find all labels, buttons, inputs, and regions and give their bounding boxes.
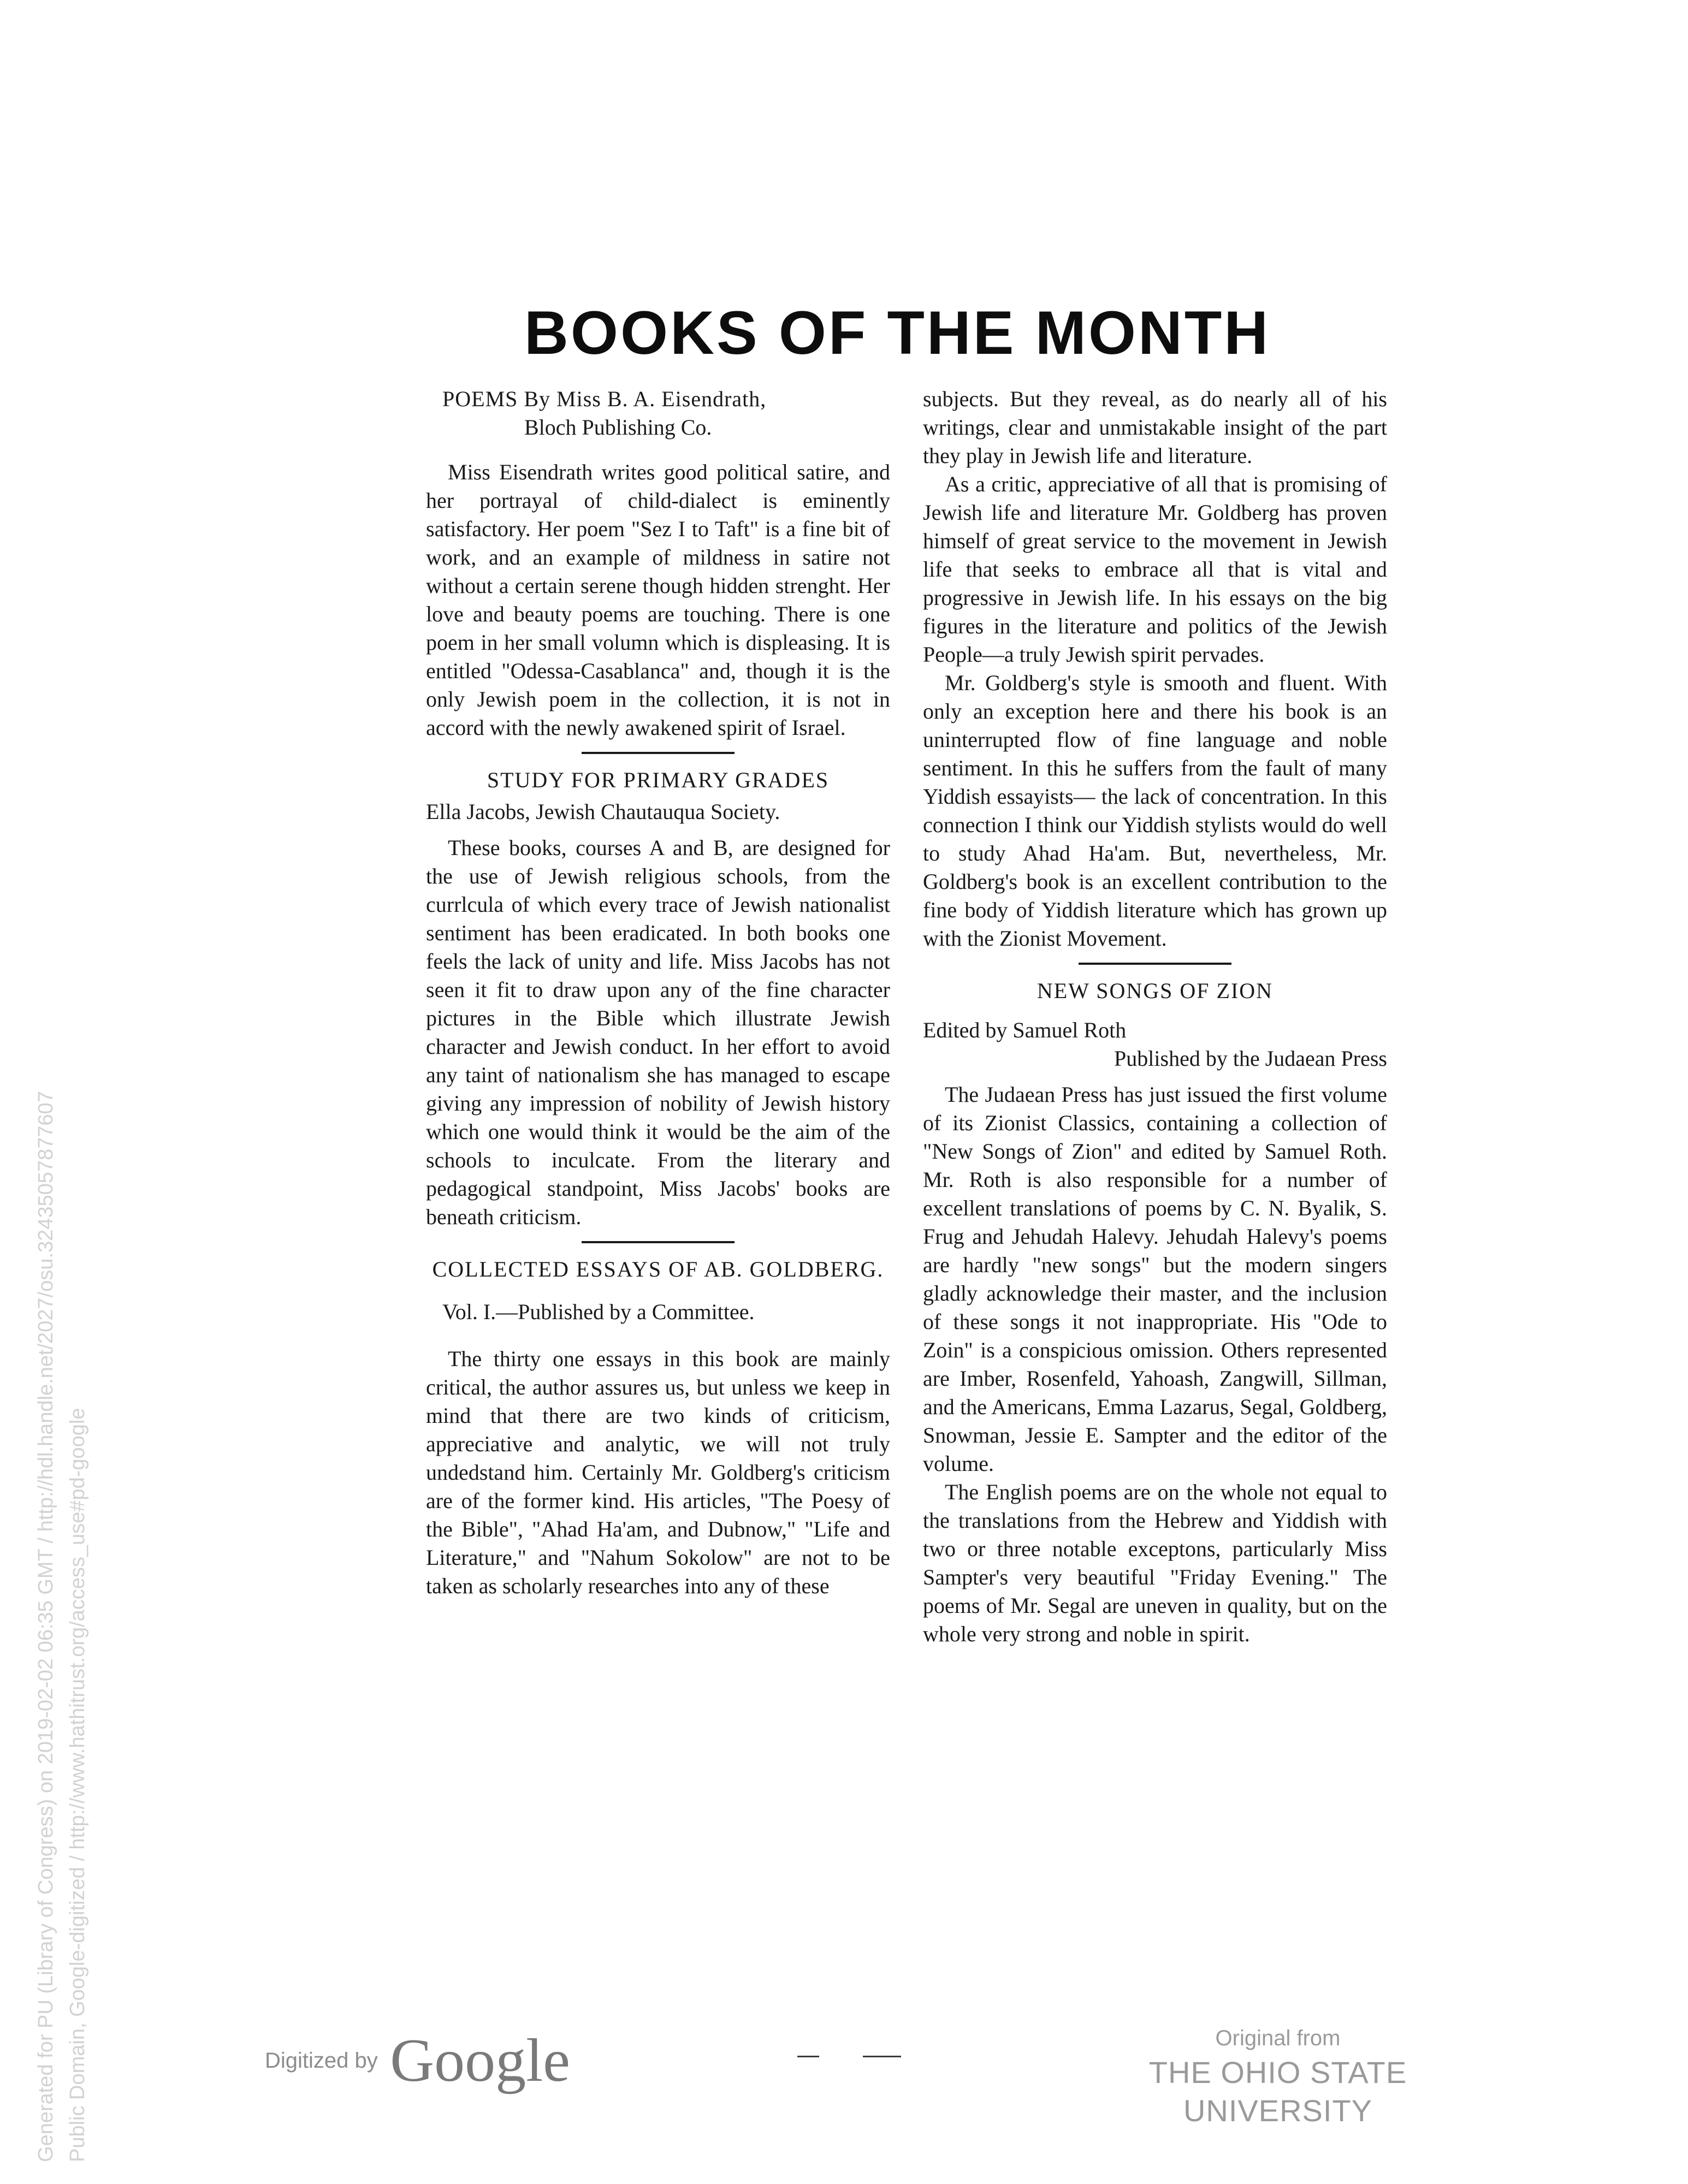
page-title: BOOKS OF THE MONTH [524, 299, 1271, 367]
section-divider [582, 1241, 735, 1243]
watermark-line-2: Public Domain, Google-digitized / http://www.hathitrust.org/access_use#pd-google [66, 1408, 89, 2162]
review-primary-grades-author: Ella Jacobs, Jewish Chautauqua Society. [426, 799, 780, 824]
digitized-by-google [265, 2026, 570, 2096]
review-goldberg-volume: Vol. I.—Published by a Committee. [442, 1299, 755, 1324]
section-divider [1079, 963, 1231, 965]
university-name: THE OHIO STATE UNIVERSITY [1148, 2055, 1407, 2128]
review-goldberg-paragraph: As a critic, appreciative of all that is promising of Jewish life and literature Mr. Goldberg has proven himself of great service to the movement in Jewish life that seeks to embrace all that is vital and progressive in Jewish life. In his essays on the big figures in the literature and politics of the Jewish People—a truly Jewish spirit pervades. [923, 472, 1387, 667]
review-zion-paragraph: The English poems are on the whole not equal to the translations from the Hebrew and Yiddish with two or three notable exceptons, particularly Miss Sampter's very beautiful "Friday Evening." The poems of Mr. Segal are uneven in quality, but on the whole very strong and noble in spirit. [923, 1480, 1387, 1646]
google-logo: Google [390, 2027, 570, 2094]
review-goldberg-paragraph: Mr. Goldberg's style is smooth and fluent. With only an exception here and there his book is an uninterrupted flow of fine language and noble sentiment. In this he suffers from the fault of many Yiddish essayists— the lack of concentration. In this connection I think our Yiddish stylists would do well to study Ahad Ha'am. But, nevertheless, Mr. Goldberg's book is an excellent contribution to the fine body of Yiddish literature which has grown up with the Zionist Movement. [923, 670, 1387, 951]
review-zion-publisher: Published by the Judaean Press [1114, 1046, 1387, 1071]
review-poems-heading: POEMS By Miss B. A. Eisendrath, [442, 387, 767, 411]
review-poems-publisher: Bloch Publishing Co. [524, 415, 712, 440]
review-goldberg-paragraph: subjects. But they reveal, as do nearly all of his writings, clear and unmistakable insight of the part they play in Jewish life and literature. [923, 387, 1387, 468]
review-poems-paragraph: Miss Eisendrath writes good political satire, and her portrayal of child-dialect is eminently satisfactory. Her poem "Sez I to Taft" is a fine bit of work, and an example of mildness in satire not without a certain serene though hidden strenght. Her love and beauty poems are touching. There is one poem in her small volumn which is displeasing. It is entitled "Odessa-Casablanca" and, though it is the only Jewish poem in the collection, it is not in accord with the newly awakened spirit of Israel. [426, 460, 890, 740]
footer-dash [863, 2056, 901, 2057]
digitized-by-label: Digitized by [265, 2049, 378, 2073]
review-zion-heading: NEW SONGS OF ZION [1037, 978, 1274, 1003]
review-primary-grades-paragraph: These books, courses A and B, are designed for the use of Jewish religious schools, from the currlcula of which every trace of Jewish nationalist sentiment has been eradicated. In both books one feels the lack of unity and life. Miss Jacobs has not seen it fit to draw upon any of the fine character pictures in the Bible which illustrate Jewish character and Jewish conduct. In her effort to avoid any taint of nationalism she has managed to escape giving any impression of nobility of Jewish history which one would think it would be the aim of the schools to inculcate. From the literary and pedagogical standpoint, Miss Jacobs' books are beneath criticism. [426, 835, 890, 1229]
review-goldberg-heading: COLLECTED ESSAYS OF AB. GOLDBERG. [432, 1257, 884, 1281]
review-zion-paragraph: The Judaean Press has just issued the first volume of its Zionist Classics, containing a collection of "New Songs of Zion" and edited by Samuel Roth. Mr. Roth is also responsible for a number of excellent translations of poems by C. N. Byalik, S. Frug and Jehudah Halevy. Jehudah Halevy's poems are hardly "new songs" but the modern singers gladly acknowledge their master, and the inclusion of these songs it not inappropriate. His "Ode to Zoin" is a conspicious omission. Others represented are Imber, Rosenfeld, Yahoash, Zangwill, Sillman, and the Americans, Emma Lazarus, Segal, Goldberg, Snowman, Jessie E. Sampter and the editor of the volume. [923, 1082, 1387, 1476]
hathitrust-watermark [30, 1091, 93, 2162]
review-goldberg-paragraph: The thirty one essays in this book are mainly critical, the author assures us, but unless we keep in mind that there are two kinds of criticism, appreciative and analytic, we will not truly undedstand him. Certainly Mr. Goldberg's criticism are of the former kind. His articles, "The Poesy of the Bible", "Ahad Ha'am, and Dubnow," "Life and Literature," and "Nahum Sokolow" are not to be taken as scholarly researches into any of these [426, 1346, 890, 1598]
right-column [923, 385, 1387, 1648]
section-divider [582, 752, 735, 754]
left-column [426, 385, 890, 1600]
original-from-credit [1070, 2023, 1485, 2130]
watermark-line-1: Generated for PU (Library of Congress) on 2019-02-02 06:35 GMT / http://hdl.handle.net/2027/osu.32435057877607 [34, 1091, 57, 2162]
review-zion-editor: Edited by Samuel Roth [923, 1018, 1127, 1042]
original-from-label: Original from [1215, 2026, 1341, 2050]
review-primary-grades-heading: STUDY FOR PRIMARY GRADES [487, 768, 830, 792]
footer-dash [797, 2056, 819, 2057]
